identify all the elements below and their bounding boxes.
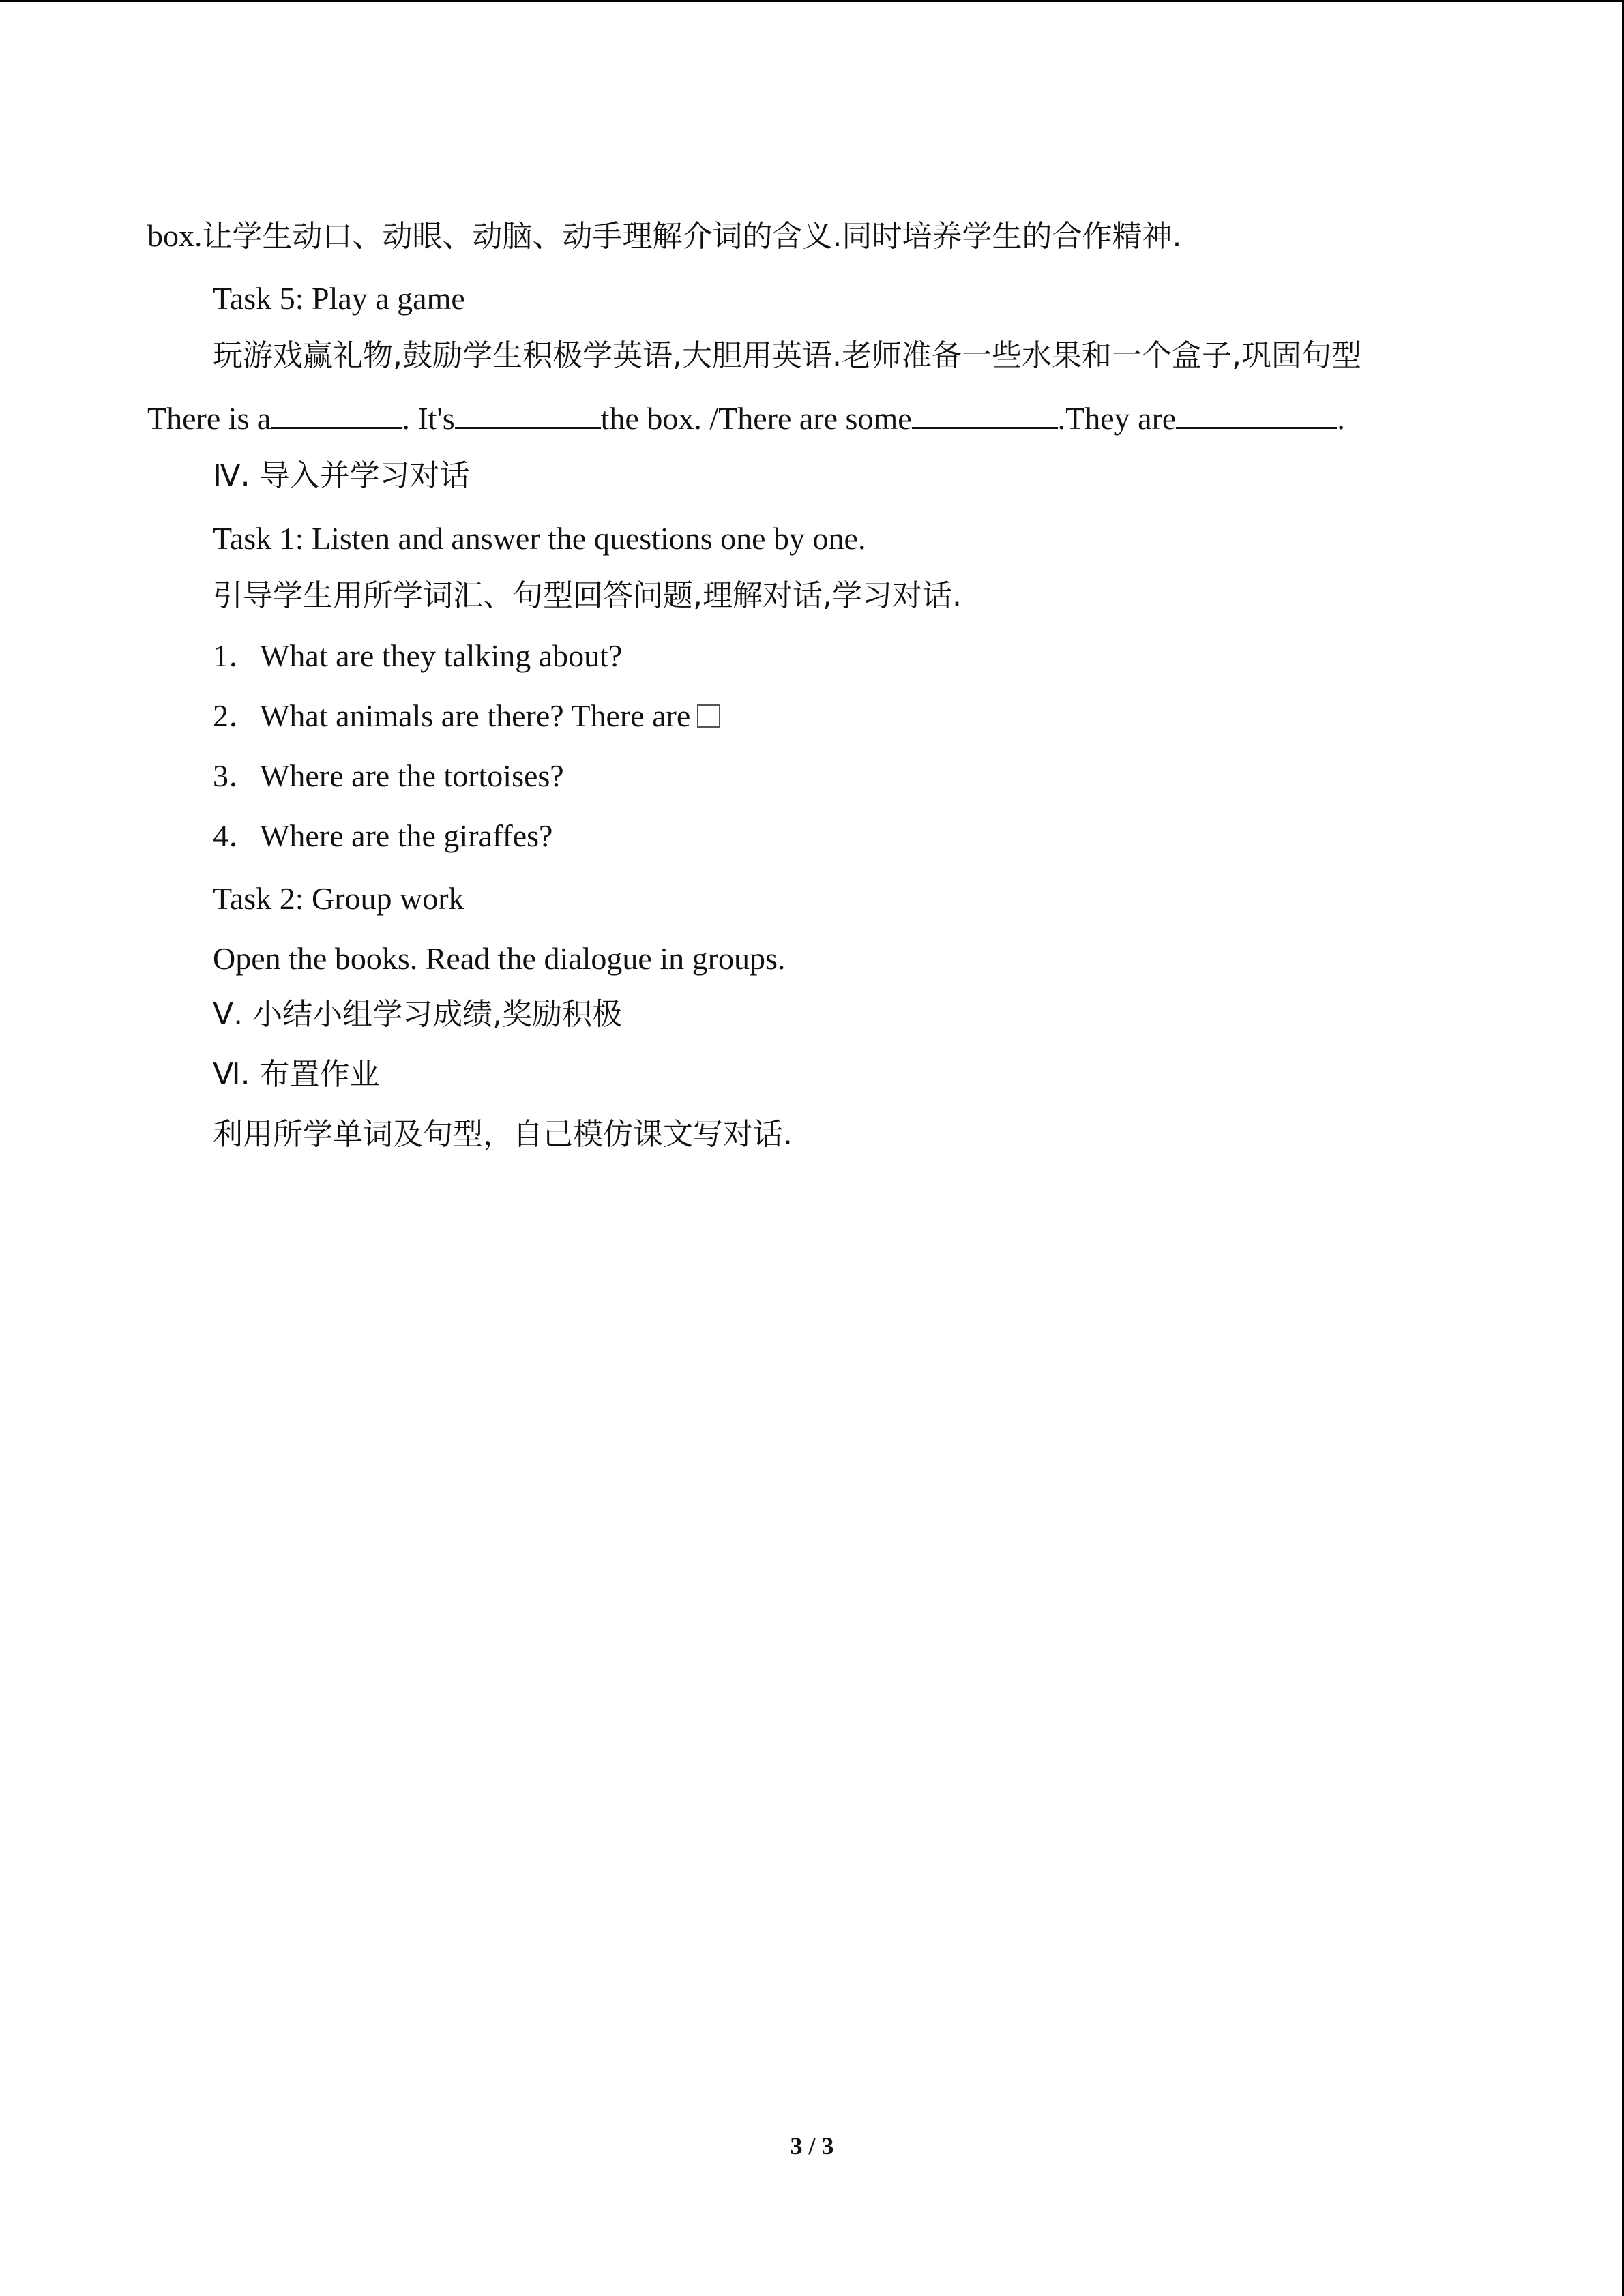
task1-heading: Task 1: Listen and answer the questions one by one.: [213, 521, 866, 556]
blank-4: [1176, 401, 1337, 429]
pattern-part-4: .They are: [1057, 401, 1177, 436]
section-vi-heading: Ⅵ. 布置作业: [213, 1057, 380, 1092]
section-v-heading: Ⅴ. 小结小组学习成绩,奖励积极: [213, 997, 623, 1032]
task2-heading: Task 2: Group work: [213, 881, 464, 916]
pattern-part-3: the box. /There are some: [600, 401, 912, 436]
task2-description: Open the books. Read the dialogue in groups.: [213, 941, 786, 976]
task5-heading: Task 5: Play a game: [213, 281, 465, 316]
question-2-text: 2．What animals are there? There are: [213, 698, 691, 733]
pattern-part-2: . It's: [402, 401, 455, 436]
line-box-goal: [147, 217, 1181, 256]
task1-description: 引导学生用所学词汇、句型回答问题,理解对话,学习对话.: [213, 578, 962, 613]
question-2: [213, 697, 720, 735]
checkbox-icon: [697, 704, 720, 728]
task5-description: 玩游戏赢礼物,鼓励学生积极学英语,大胆用英语.老师准备一些水果和一个盒子,巩固句型: [213, 338, 1361, 373]
question-3: 3．Where are the tortoises?: [213, 758, 564, 793]
question-4: 4．Where are the giraffes?: [213, 818, 553, 853]
line-text-en: box.: [147, 218, 203, 253]
line-text-cn: 让学生动口、动眼、动脑、动手理解介词的含义.同时培养学生的合作精神.: [202, 219, 1182, 254]
sentence-pattern-line: [147, 400, 1345, 438]
blank-3: [912, 401, 1058, 429]
pattern-part-1: There is a: [147, 401, 271, 436]
section-iv-heading: Ⅳ. 导入并学习对话: [213, 458, 470, 493]
pattern-part-5: .: [1337, 401, 1345, 436]
page-number: 3 / 3: [790, 2132, 834, 2160]
blank-1: [271, 401, 402, 429]
homework-description: 利用所学单词及句型，自己模仿课文写对话.: [213, 1117, 793, 1152]
question-1: 1．What are they talking about?: [213, 638, 623, 673]
blank-2: [455, 401, 601, 429]
